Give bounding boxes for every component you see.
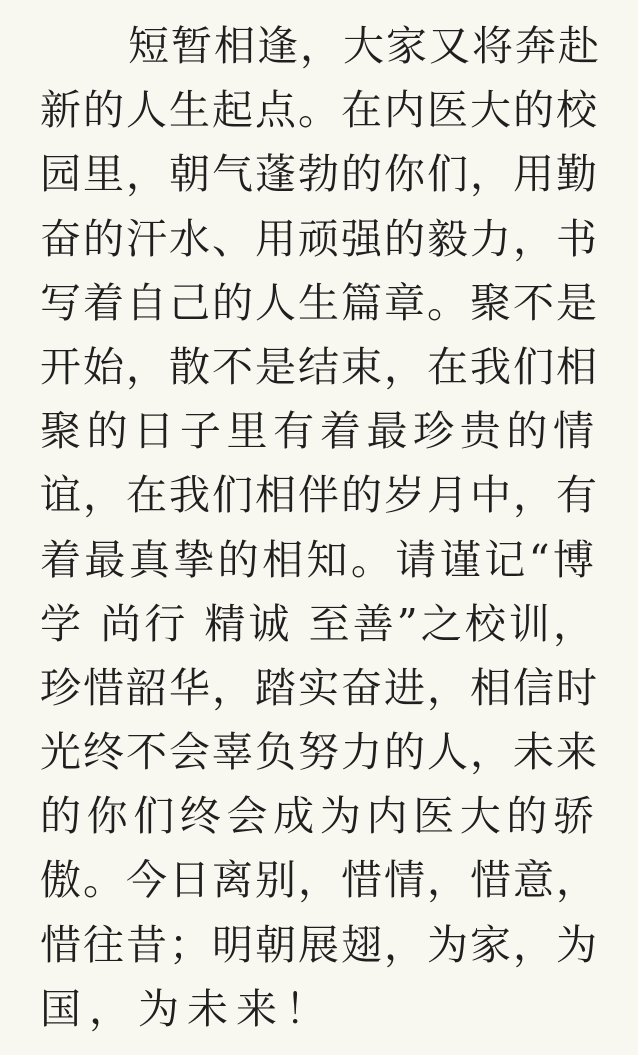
text-line: 聚的日子里有着最珍贵的情 — [40, 407, 596, 456]
text-line: 光终不会辜负努力的人，未来 — [40, 728, 599, 777]
text-line: 写着自己的人生篇章。聚不是 — [40, 278, 599, 327]
text-line: 珍惜韶华，踏实奋进，相信时 — [40, 663, 599, 712]
text-line: 国，为未来！ — [40, 984, 334, 1033]
text-line: 着最真挚的相知。请谨记“博 — [40, 535, 596, 584]
farewell-message — [40, 14, 601, 1041]
text-line: 新的人生起点。在内医大的校 — [40, 86, 599, 135]
text-line: 短暂相逢，大家又将奔赴 — [128, 22, 601, 70]
text-line: 开始，散不是结束，在我们相 — [40, 342, 599, 391]
text-line: 的你们终会成为内医大的骄 — [40, 792, 596, 841]
text-line: 园里，朝气蓬勃的你们，用勤 — [40, 150, 599, 199]
text-line: 惜往昔；明朝展翅，为家，为 — [40, 920, 599, 969]
text-line: 谊，在我们相伴的岁月中，有 — [40, 471, 599, 520]
text-line: 奋的汗水、用顽强的毅力，书 — [40, 214, 599, 263]
text-line: 学 尚行 精诚 至善”之校训， — [40, 599, 596, 648]
text-line: 傲。今日离别，惜情，惜意， — [40, 856, 599, 905]
